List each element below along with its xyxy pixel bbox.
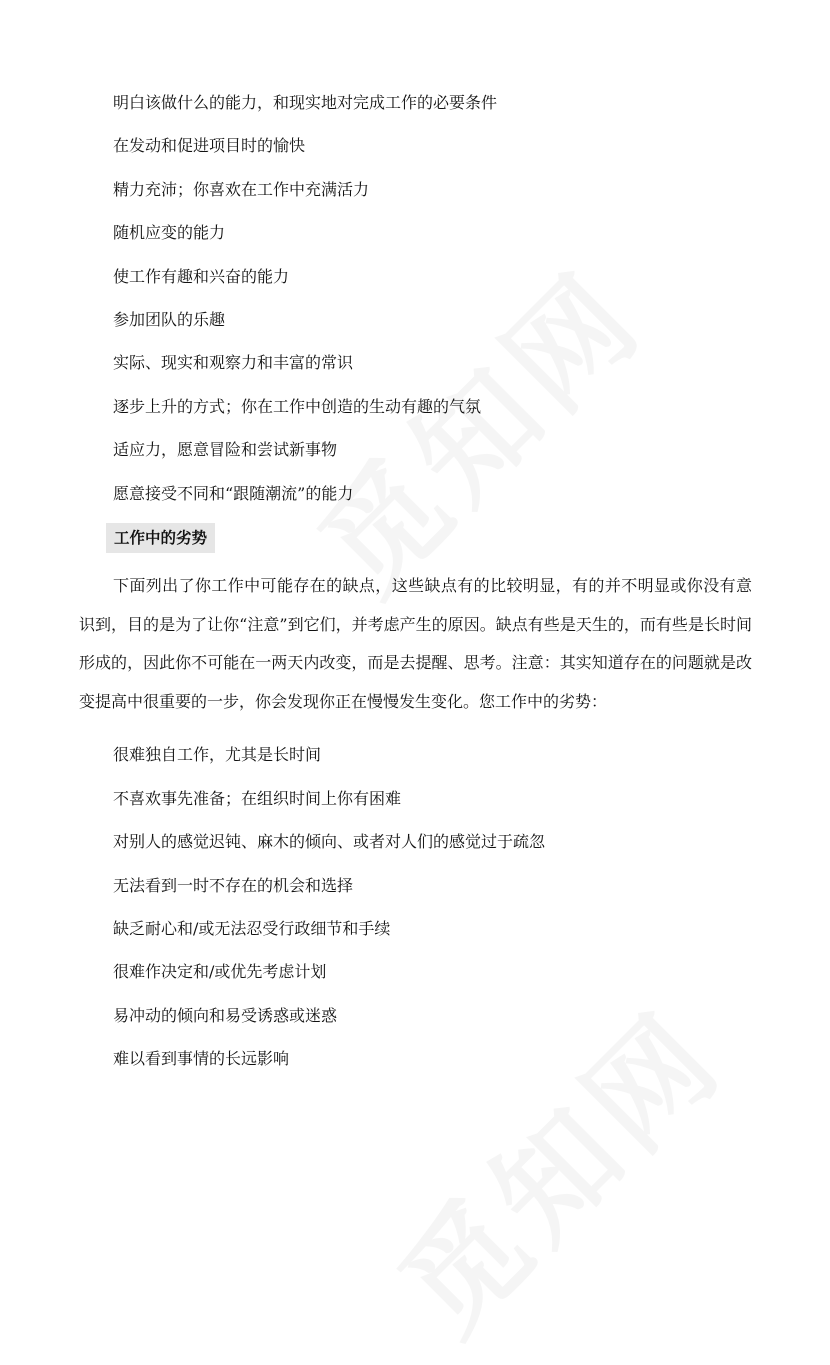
strength-item: 适应力，愿意冒险和尝试新事物 [113, 440, 338, 459]
watermark [276, 227, 673, 624]
strength-item: 明白该做什么的能力，和现实地对完成工作的必要条件 [113, 93, 498, 112]
weakness-item: 不喜欢事先准备；在组织时间上你有困难 [113, 789, 402, 808]
strength-item: 实际、现实和观察力和丰富的常识 [113, 353, 354, 372]
weakness-intro-paragraph: 下面列出了你工作中可能存在的缺点，这些缺点有的比较明显，有的并不明显或你没有意识到，目的是为了让你“注意”到它们，并考虑产生的原因。缺点有些是天生的，而有些是长时间形成的，因此你不可能在一两天内改变，而是去提醒、思考。注意：其实知道存在的问题就是改变提高中很重要的一步，你会发现你正在慢慢发生变化。您工作中的劣势： [79, 576, 752, 711]
section-heading: 工作中的劣势 [106, 523, 215, 553]
weakness-item: 很难独自工作，尤其是长时间 [113, 745, 322, 764]
strength-item: 使工作有趣和兴奋的能力 [113, 267, 290, 286]
strength-item: 随机应变的能力 [113, 223, 226, 242]
weakness-item: 难以看到事情的长远影响 [113, 1049, 290, 1068]
weakness-item: 缺乏耐心和/或无法忍受行政细节和手续 [113, 919, 391, 938]
watermark [356, 967, 753, 1364]
strength-item: 精力充沛；你喜欢在工作中充满活力 [113, 180, 370, 199]
strength-item: 参加团队的乐趣 [113, 310, 226, 329]
weakness-item: 易冲动的倾向和易受诱惑或迷惑 [113, 1006, 338, 1025]
strength-item: 逐步上升的方式；你在工作中创造的生动有趣的气氛 [113, 397, 482, 416]
strength-item: 愿意接受不同和“跟随潮流”的能力 [113, 484, 354, 503]
weakness-item: 很难作决定和/或优先考虑计划 [113, 962, 327, 981]
weakness-item: 对别人的感觉迟钝、麻木的倾向、或者对人们的感觉过于疏忽 [113, 832, 546, 851]
weakness-item: 无法看到一时不存在的机会和选择 [113, 876, 354, 895]
strength-item: 在发动和促进项目时的愉快 [113, 136, 306, 155]
